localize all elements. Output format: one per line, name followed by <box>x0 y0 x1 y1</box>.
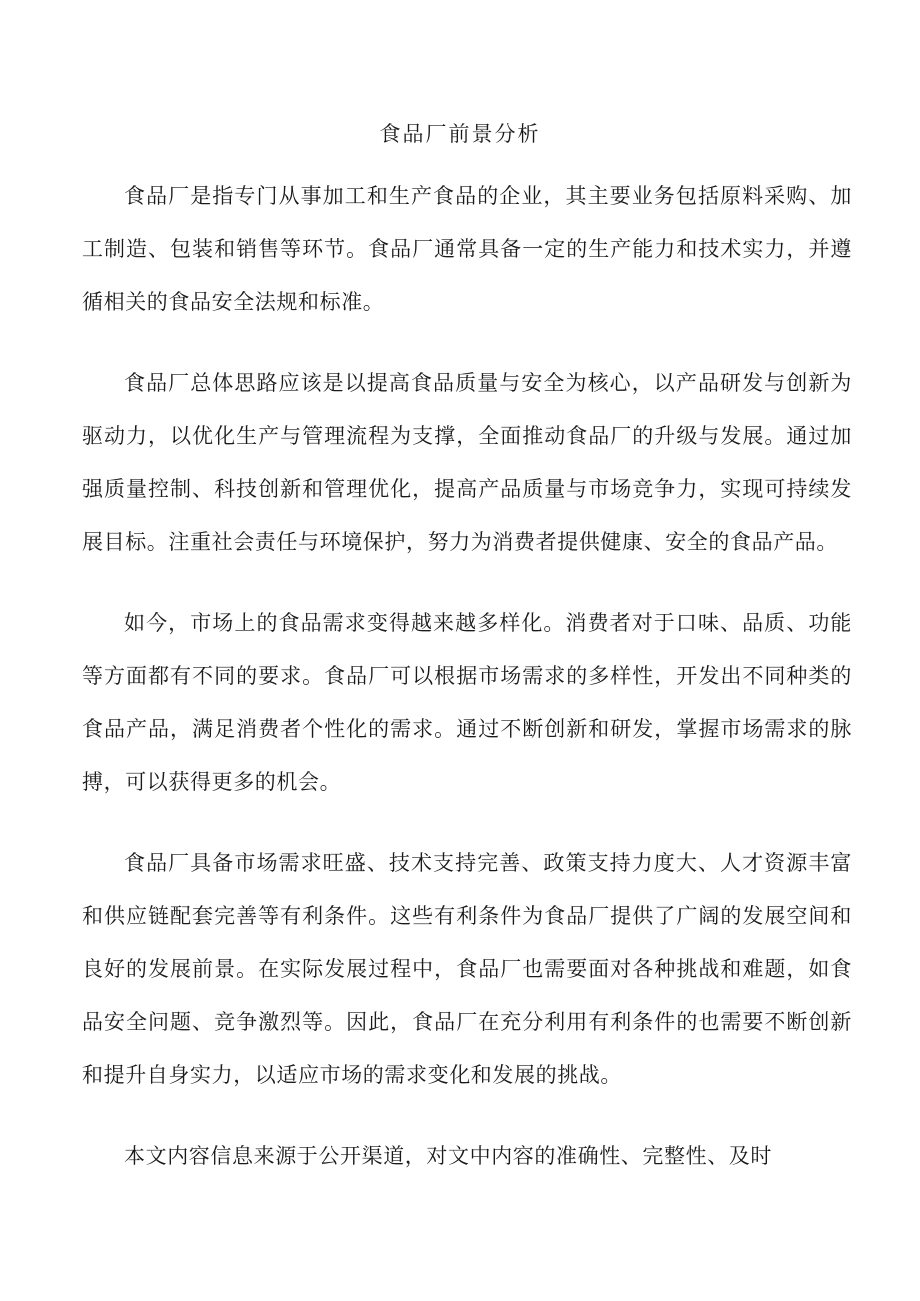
paragraph-definition: 食品厂是指专门从事加工和生产食品的企业，其主要业务包括原料采购、加工制造、包装和销售等环节。食品厂通常具备一定的生产能力和技术实力，并遵循相关的食品安全法规和标准。 <box>82 184 852 314</box>
document-body <box>82 170 852 1211</box>
document-title: 食品厂前景分析 <box>379 122 541 146</box>
paragraph-favorable-conditions: 食品厂具备市场需求旺盛、技术支持完善、政策支持力度大、人才资源丰富和供应链配套完善等有利条件。这些有利条件为食品厂提供了广阔的发展空间和良好的发展前景。在实际发展过程中，食品厂也需要面对各种挑战和难题，如食品安全问题、竞争激烈等。因此，食品厂在充分利用有利条件的也需要不断创新和提升自身实力，以适应市场的需求变化和发展的挑战。 <box>82 851 852 1087</box>
paragraph-disclaimer: 本文内容信息来源于公开渠道，对文中内容的准确性、完整性、及时 <box>124 1144 772 1168</box>
paragraph-overall-approach: 食品厂总体思路应该是以提高食品质量与安全为核心，以产品研发与创新为驱动力，以优化生产与管理流程为支撑，全面推动食品厂的升级与发展。通过加强质量控制、科技创新和管理优化，提高产品质量与市场竞争力，实现可持续发展目标。注重社会责任与环境保护，努力为消费者提供健康、安全的食品产品。 <box>82 371 852 554</box>
paragraph-market-demand: 如今，市场上的食品需求变得越来越多样化。消费者对于口味、品质、功能等方面都有不同的要求。食品厂可以根据市场需求的多样性，开发出不同种类的食品产品，满足消费者个性化的需求。通过不断创新和研发，掌握市场需求的脉搏，可以获得更多的机会。 <box>82 611 852 794</box>
